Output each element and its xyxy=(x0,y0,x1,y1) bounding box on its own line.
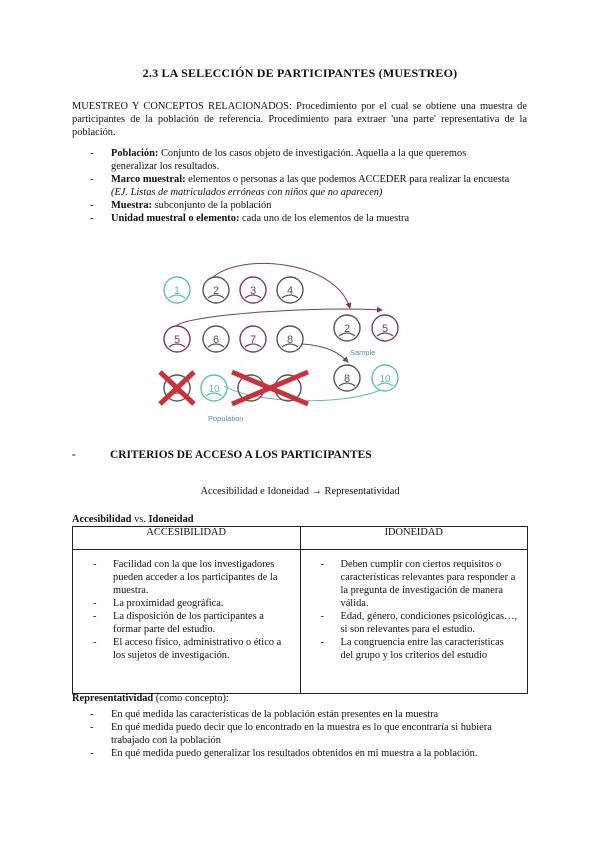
list-item: - En qué medida las características de la población están presentes en la muestra xyxy=(90,708,510,721)
person-1 xyxy=(164,277,190,303)
person-2 xyxy=(203,277,229,303)
svg-text:2: 2 xyxy=(212,285,220,297)
sample-person-8 xyxy=(334,365,360,391)
header-accesibilidad: ACCESIBILIDAD xyxy=(73,527,301,550)
person-6 xyxy=(203,326,229,352)
sampling-figure xyxy=(150,258,420,428)
arrow-8-to-sample xyxy=(302,344,348,362)
svg-text:8: 8 xyxy=(343,373,351,385)
svg-text:3: 3 xyxy=(249,285,257,297)
sample-person-2 xyxy=(334,315,360,341)
person-10 xyxy=(201,375,227,401)
list-item: - Edad, género, condiciones psicológicas…, si son relevantes para el estudio. xyxy=(321,610,520,636)
svg-text:2: 2 xyxy=(343,323,351,335)
section-heading: 2.3 LA SELECCIÓN DE PARTICIPANTES (MUESTREO) xyxy=(142,66,458,80)
cell-idoneidad xyxy=(300,550,528,694)
definition-item: - Población: Conjunto de los casos objeto de investigación. Aquella a la que queremos generalizar los resultados. xyxy=(90,147,510,173)
person-7 xyxy=(240,326,266,352)
list-item: - En qué medida puedo decir que lo encontrado en la muestra es lo que encontraría si hubiera trabajado con la población xyxy=(90,721,510,747)
sample-person-5 xyxy=(372,315,398,341)
person-8 xyxy=(277,326,303,352)
intro-paragraph xyxy=(72,100,527,139)
svg-text:6: 6 xyxy=(212,334,220,346)
criteria-subheading: Accesibilidad vs. Idoneidad xyxy=(72,514,194,525)
criteria-heading: - CRITERIOS DE ACCESO A LOS PARTICIPANTES xyxy=(72,449,372,461)
list-item: - Facilidad con la que los investigadores pueden acceder a los participantes de la muestra. xyxy=(93,558,292,597)
person-4 xyxy=(277,277,303,303)
list-item: - El acceso físico, administrativo o ético a los sujetos de investigación. xyxy=(93,636,292,662)
population-label: Population xyxy=(208,414,244,423)
criteria-table xyxy=(72,526,528,694)
svg-text:7: 7 xyxy=(249,334,257,346)
intro-text: : Procedimiento por el cual se obtiene una muestra de participantes de la población de referencia. Procedimiento para extraer 'una parte' representativa de la población. xyxy=(72,101,527,138)
svg-text:4: 4 xyxy=(286,285,294,297)
svg-text:1: 1 xyxy=(173,285,181,297)
definition-list xyxy=(90,147,510,225)
svg-text:10: 10 xyxy=(379,374,391,385)
person-5 xyxy=(164,326,190,352)
definition-item: - Muestra: subconjunto de la población xyxy=(90,199,510,212)
svg-text:10: 10 xyxy=(208,384,220,395)
svg-text:8: 8 xyxy=(286,334,294,346)
svg-text:5: 5 xyxy=(381,323,389,335)
definition-item: - Unidad muestral o elemento: cada uno de los elementos de la muestra xyxy=(90,212,510,225)
list-item: - Deben cumplir con ciertos requisitos o características relevantes para responder a la pregunta de investigación de manera válida. xyxy=(321,558,520,610)
arrow-5-to-sample xyxy=(176,309,382,326)
sample-label: Sample xyxy=(350,348,376,357)
definition-item: - Marco muestral: elementos o personas a las que podemos ACCEDER para realizar la encuesta (EJ. Listas de matriculados erróneas con niños que no aparecen) xyxy=(90,173,510,199)
person-3 xyxy=(240,277,266,303)
person-9-excluded xyxy=(160,372,194,404)
sample-person-10 xyxy=(372,365,398,391)
list-item: - La disposición de los participantes a formar parte del estudio. xyxy=(93,610,292,636)
svg-text:5: 5 xyxy=(173,334,181,346)
intro-term: MUESTREO Y CONCEPTOS RELACIONADOS xyxy=(72,101,289,112)
list-item: - En qué medida puedo generalizar los resultados obtenidos en mi muestra a la población. xyxy=(90,747,510,760)
list-item: - La proximidad geográfica. xyxy=(93,597,292,610)
arrow-2-to-sample xyxy=(212,263,350,308)
header-idoneidad: IDONEIDAD xyxy=(300,527,528,550)
criteria-formula: Accesibilidad e Idoneidad → Representatividad xyxy=(200,486,400,497)
list-item: - La congruencia entre las características del grupo y los criterios del estudio xyxy=(321,636,520,662)
representatividad-heading: Representatividad (como concepto): xyxy=(72,693,229,704)
representatividad-list xyxy=(90,708,510,760)
cell-accesibilidad xyxy=(73,550,301,694)
